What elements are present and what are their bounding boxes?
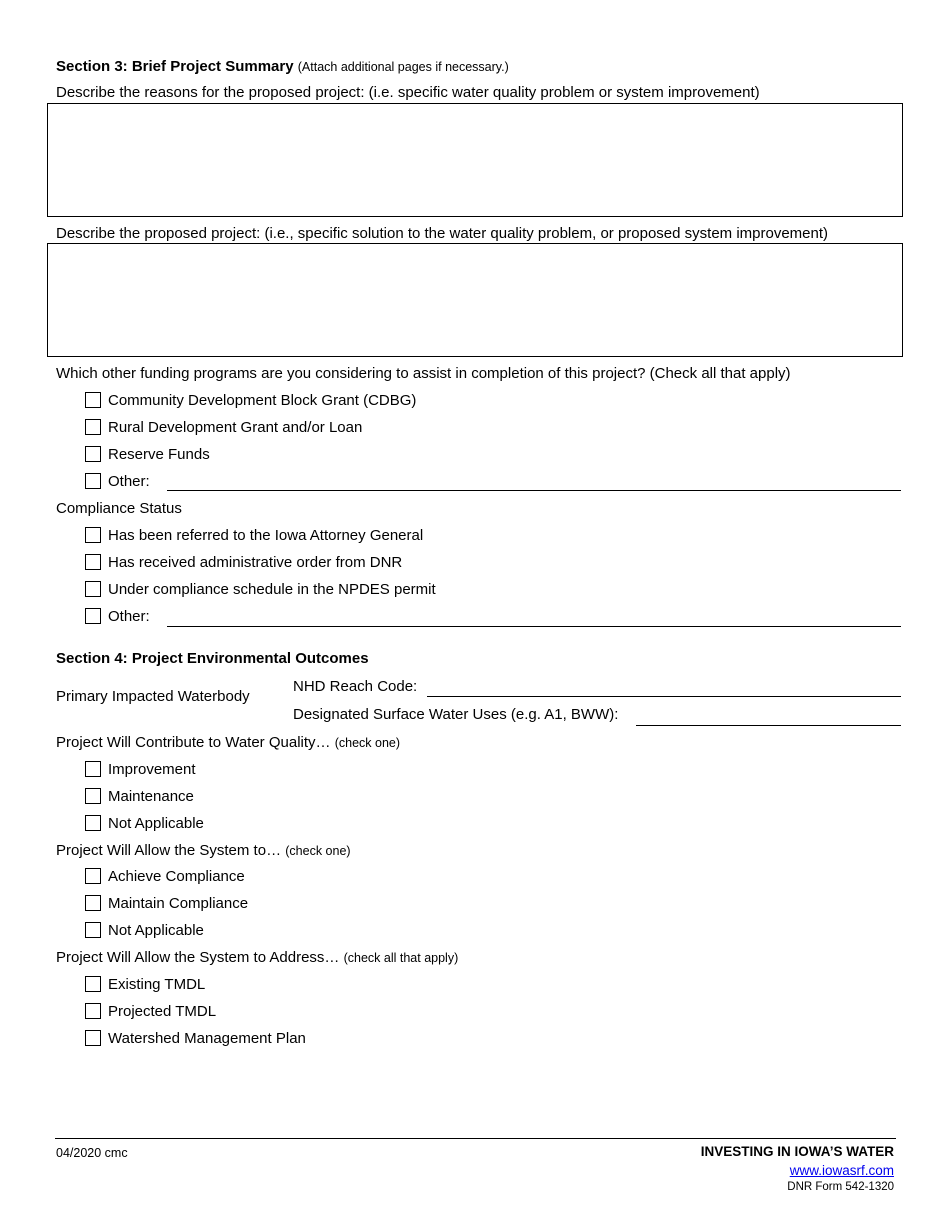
option-funding-other-label: Other: xyxy=(108,473,150,490)
checkbox-projected-tmdl[interactable] xyxy=(85,1003,101,1019)
option-compliance-other-label: Other: xyxy=(108,608,150,625)
checkbox-rural-development[interactable] xyxy=(85,419,101,435)
water-quality-question-text: Project Will Contribute to Water Quality… xyxy=(56,734,331,751)
funding-other-input[interactable] xyxy=(167,490,901,491)
footer-divider xyxy=(55,1138,896,1139)
surface-water-uses-input[interactable] xyxy=(636,725,901,726)
checkbox-funding-other[interactable] xyxy=(85,473,101,489)
surface-water-uses-label: Designated Surface Water Uses (e.g. A1, BWW): xyxy=(293,706,619,723)
checkbox-system-allow-na[interactable] xyxy=(85,922,101,938)
option-cdbg-label: Community Development Block Grant (CDBG) xyxy=(108,392,417,409)
checkbox-water-quality-na[interactable] xyxy=(85,815,101,831)
option-administrative-order-label: Has received administrative order from DNR xyxy=(108,554,403,571)
option-existing-tmdl-label: Existing TMDL xyxy=(108,976,206,993)
checkbox-maintain-compliance[interactable] xyxy=(85,895,101,911)
project-prompt: Describe the proposed project: (i.e., specific solution to the water quality problem, or proposed system improvement) xyxy=(56,225,829,242)
compliance-heading: Compliance Status xyxy=(56,500,182,517)
option-maintenance-label: Maintenance xyxy=(108,788,194,805)
option-attorney-general-label: Has been referred to the Iowa Attorney General xyxy=(108,527,424,544)
section3-note: (Attach additional pages if necessary.) xyxy=(297,60,509,74)
option-projected-tmdl-label: Projected TMDL xyxy=(108,1003,217,1020)
nhd-reach-code-input[interactable] xyxy=(427,696,901,697)
section3-heading xyxy=(56,58,509,76)
checkbox-existing-tmdl[interactable] xyxy=(85,976,101,992)
reasons-prompt: Describe the reasons for the proposed project: (i.e. specific water quality problem or system improvement) xyxy=(56,84,760,101)
system-allow-hint: (check one) xyxy=(285,844,351,858)
nhd-reach-code-label: NHD Reach Code: xyxy=(293,678,418,695)
section3-title: Section 3: Brief Project Summary xyxy=(56,58,294,75)
project-textarea[interactable] xyxy=(47,243,903,357)
system-address-question xyxy=(56,949,458,967)
water-quality-hint: (check one) xyxy=(334,736,401,750)
checkbox-administrative-order[interactable] xyxy=(85,554,101,570)
checkbox-achieve-compliance[interactable] xyxy=(85,868,101,884)
section4-title: Section 4: Project Environmental Outcomes xyxy=(56,650,369,667)
option-watershed-plan-label: Watershed Management Plan xyxy=(108,1030,306,1047)
option-reserve-funds-label: Reserve Funds xyxy=(108,446,210,463)
footer-website-link[interactable]: www.iowasrf.com xyxy=(789,1163,894,1178)
checkbox-npdes-schedule[interactable] xyxy=(85,581,101,597)
system-address-question-text: Project Will Allow the System to Address… xyxy=(56,949,340,966)
checkbox-attorney-general[interactable] xyxy=(85,527,101,543)
option-achieve-compliance-label: Achieve Compliance xyxy=(108,868,245,885)
system-address-hint: (check all that apply) xyxy=(343,951,459,965)
footer-tagline: INVESTING IN IOWA’S WATER xyxy=(700,1144,894,1159)
checkbox-improvement[interactable] xyxy=(85,761,101,777)
option-npdes-schedule-label: Under compliance schedule in the NPDES permit xyxy=(108,581,436,598)
option-water-quality-na-label: Not Applicable xyxy=(108,815,204,832)
option-rural-development-label: Rural Development Grant and/or Loan xyxy=(108,419,363,436)
checkbox-cdbg[interactable] xyxy=(85,392,101,408)
compliance-other-input[interactable] xyxy=(167,626,901,627)
checkbox-maintenance[interactable] xyxy=(85,788,101,804)
system-allow-question-text: Project Will Allow the System to… xyxy=(56,842,282,859)
checkbox-reserve-funds[interactable] xyxy=(85,446,101,462)
footer-date: 04/2020 cmc xyxy=(56,1146,128,1160)
checkbox-compliance-other[interactable] xyxy=(85,608,101,624)
reasons-textarea[interactable] xyxy=(47,103,903,217)
footer-form-number: DNR Form 542-1320 xyxy=(787,1181,894,1193)
option-system-allow-na-label: Not Applicable xyxy=(108,922,204,939)
option-maintain-compliance-label: Maintain Compliance xyxy=(108,895,249,912)
waterbody-label: Primary Impacted Waterbody xyxy=(56,688,250,705)
option-improvement-label: Improvement xyxy=(108,761,196,778)
water-quality-question xyxy=(56,734,400,752)
funding-question: Which other funding programs are you considering to assist in completion of this project? (Check all that apply) xyxy=(56,365,791,382)
checkbox-watershed-plan[interactable] xyxy=(85,1030,101,1046)
system-allow-question xyxy=(56,842,351,860)
